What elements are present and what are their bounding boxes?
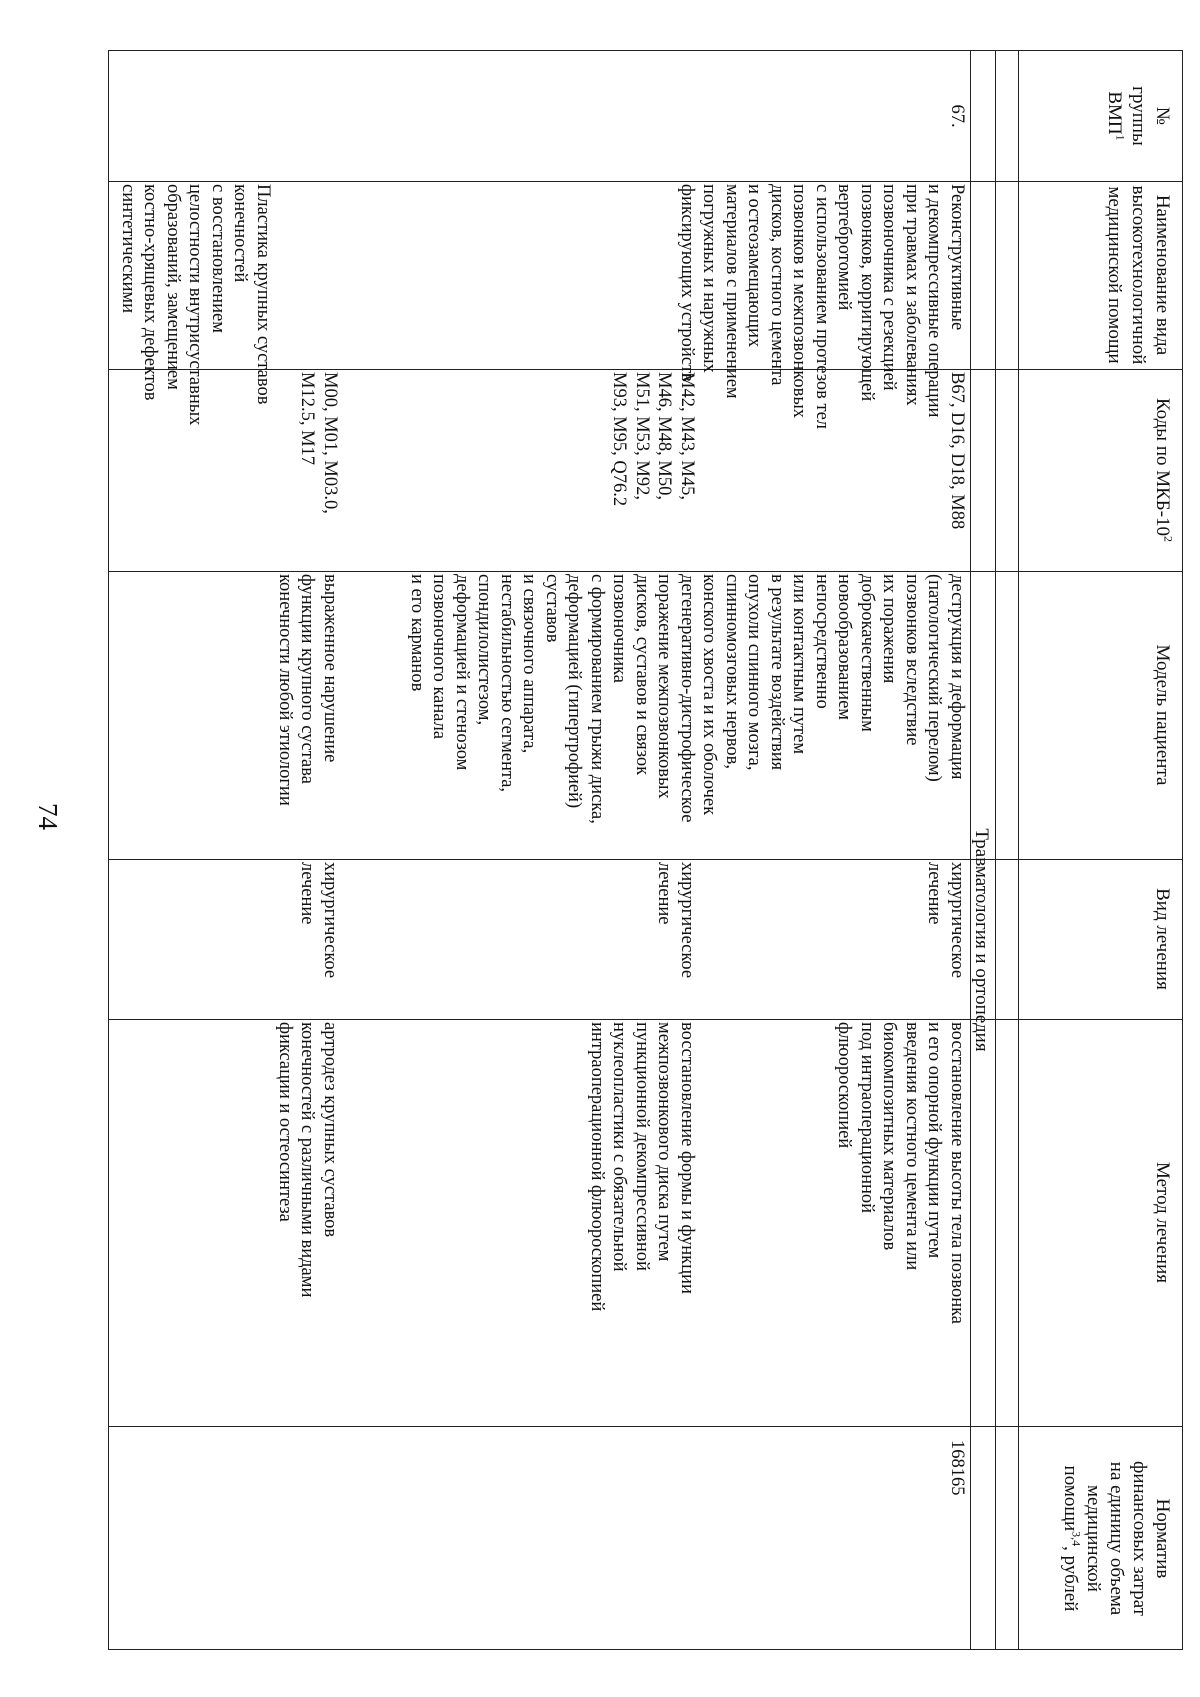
treatment-type-cell: хирургическое лечение: [297, 862, 340, 979]
section-title: Травматология и ортопедия: [971, 828, 992, 1052]
page-number: 74: [33, 803, 63, 830]
treatment-method-cell: восстановление формы и функции межпозвонкового диска путем пункционной декомпрессивной нуклеопластики с обязательной интраоперационной флюороскопией: [587, 1022, 697, 1312]
column-divider: [109, 1426, 1182, 1427]
patient-model-cell: выраженное нарушение функции крупного сустава конечности любой этиологии: [275, 574, 340, 806]
vmp-name-cell: Реконструктивные и декомпрессивные операции при травмах и заболеваниях позвоночника с резекцией позвонков, корригирующей вертебротомией с использованием протезов тел позвонков и межпозвонковых дисков, костного цемента и остеозамещающих материалов с применением погружных и наружных фиксирующих устройств: [677, 184, 967, 430]
header-patient-model: Модель пациента: [1152, 644, 1173, 786]
treatment-type-cell: хирургическое лечение: [654, 862, 697, 979]
vmp-name-cell: Пластика крупных суставов конечностей с восстановлением целостности внутрисуставных образований, замещением костно-хрящевых дефектов синтетическими: [118, 184, 273, 426]
header-treatment-method: Метод лечения: [1152, 1161, 1173, 1283]
patient-model-cell: дегенеративно-дистрофическое поражение межпозвонковых дисков, суставов и связок позвоночника с формированием грыжи диска, деформацией (гипертрофией) суставов и связочного аппарата, нестабильностью сегмента, спондилолистезом, деформацией и стенозом позвоночного канала и его карманов: [407, 574, 697, 824]
cost-norm-cell: 168165: [947, 1440, 967, 1496]
patient-model-cell: деструкция и деформация (патологический перелом) позвонков вследствие их поражения доброкачественным новообразованием непосредственно или контактным путем в результате воздействия опухоли спинного мозга, спинномозговых нервов, конского хвоста и их оболочек: [699, 574, 967, 816]
header-divider: [1018, 51, 1019, 1649]
treatment-method-cell: артродез крупных суставов конечностей с различными видами фиксации и остеосинтеза: [275, 1022, 340, 1298]
document-table: [108, 50, 1183, 1650]
section-row-top: [995, 51, 996, 1649]
treatment-method-cell: восстановление высоты тела позвонка и его опорной функции путем введения костного цемента или биокомпозитных материалов под интраоперационной флюороскопией: [834, 1022, 967, 1325]
header-cost-norm: Норматив финансовых затрат на единицу объема медицинской помощи$^{3,4}$, рублей: [1060, 1461, 1173, 1616]
icd-codes-cell: M00, M01, M03.0, M12.5, M17: [297, 372, 340, 514]
icd-codes-cell: B67, D16, D18, M88: [947, 372, 967, 530]
header-icd-codes: Коды по МКБ-$10^2$: [1152, 397, 1176, 543]
header-group-number: № группы ВМП$^1$: [1104, 86, 1173, 146]
header-treatment-type: Вид лечения: [1152, 888, 1173, 990]
treatment-type-cell: хирургическое лечение: [924, 862, 967, 979]
header-vmp-name: Наименование вида высокотехнологичной медицинской помощи: [1104, 185, 1173, 365]
group-number-cell: 67.: [947, 104, 967, 128]
icd-codes-cell: M42, M43, M45, M46, M48, M50, M51, M53, M92, M93, M95, Q76.2: [609, 372, 697, 507]
column-divider: [109, 859, 1182, 860]
